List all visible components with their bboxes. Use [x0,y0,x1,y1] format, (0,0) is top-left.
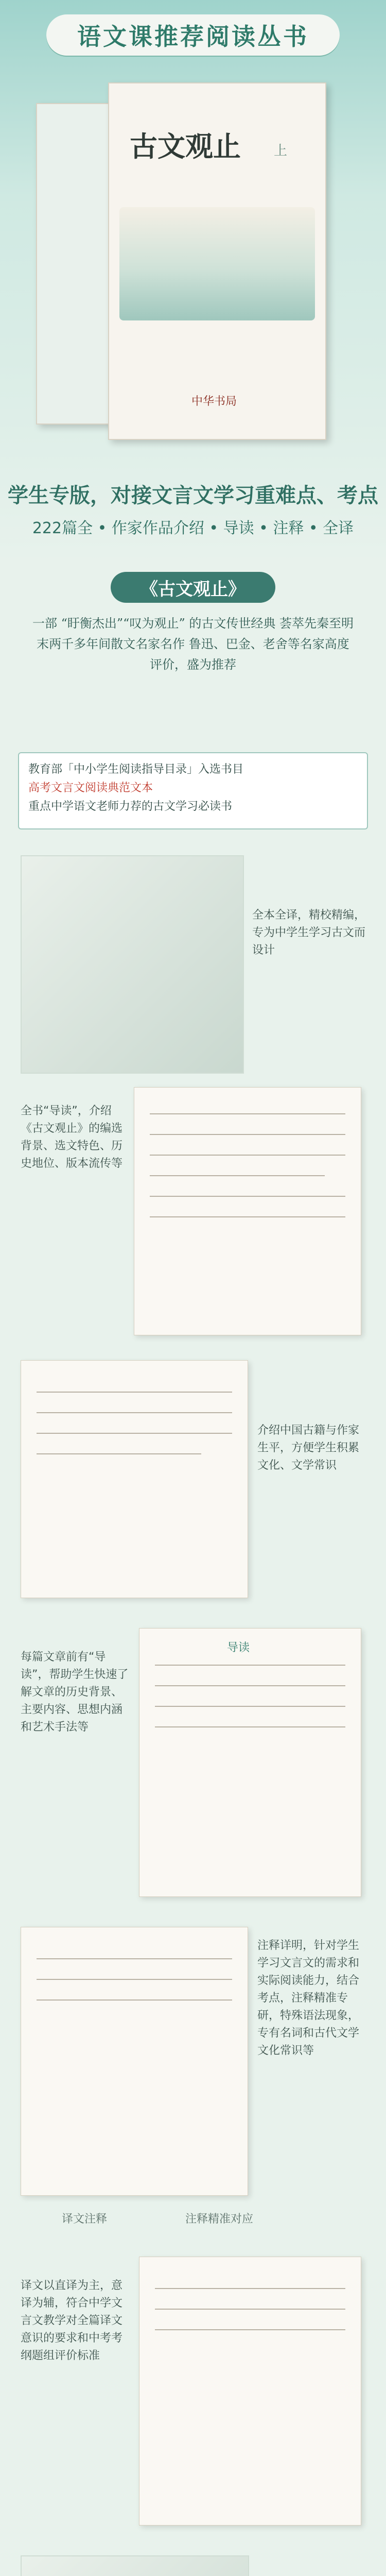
section-title: 《古文观止》 [141,579,245,600]
page-scan-notes [21,1927,248,2196]
page-scan-guide [139,1628,361,1897]
hero-books [36,82,350,453]
book-cover-title: 古文观止 [130,130,241,163]
book-front [108,82,326,440]
feature-4-note: 每篇文章前有“导读”，帮助学生快速了解文章的历史背景、主要内容、思想内涵和艺术手法等 [21,1651,129,1734]
hero-subline: 222篇全 • 作家作品介绍 • 导读 • 注释 • 全译 [32,519,354,537]
hero-headline: 学生专版，对接文言文学习重难点、考点 [8,484,378,507]
intro-quote: 一部 “盱衡杰出”“叹为观止” 的古文传世经典 荟萃先秦至明末两千多年间散文名家名作 鲁迅、巴金、老舍等名家高度评价，盛为推荐 [32,616,354,672]
callout-line-2: 高考文言文阅读典范文本 [28,782,153,794]
guide-tag: 导读 [227,1641,250,1654]
recommendation-callout [18,752,368,829]
callout-line-1: 教育部「中小学生阅读指导目录」入选书目 [28,763,244,776]
feature-2-note: 全书“导读”，介绍《古文观止》的编选背景、选文特色、历史地位、版本流传等 [21,1105,123,1170]
feature-5-note: 注释详明，针对学生学习文言文的需求和实际阅读能力，结合考点，注释精准专研，特殊语法现象，专有名词和古代文学文化常识等 [257,1939,360,2057]
label-commentary: 译文注释 [62,2213,108,2226]
page-scan-author [21,1360,248,1598]
mountain-illustration [119,207,315,320]
section-title-pill [111,572,275,603]
photo-open-book-1 [21,855,244,1074]
book-cover-volume: 上 [274,143,288,159]
callout-line-3: 重点中学语文老师力荐的古文学习必读书 [28,800,233,813]
page-scan-intro [134,1087,361,1335]
label-annotation: 注释精准对应 [185,2213,254,2226]
page-scan-translation [139,2257,361,2526]
series-title: 语文课推荐阅读丛书 [77,23,309,50]
feature-1-note: 全本全译，精校精编，专为中学生学习古文而设计 [252,909,366,957]
feature-3-note: 介绍中国古籍与作家生平，方便学生积累文化、文学常识 [257,1424,360,1472]
book-cover-brand: 中华书局 [191,395,237,408]
feature-6-note: 译文以直译为主，意译为辅，符合中学文言文教学对全篇译文意识的要求和中考考纲题组评价标准 [21,2279,123,2362]
series-banner [46,14,340,56]
photo-open-book-2 [21,2555,249,2576]
